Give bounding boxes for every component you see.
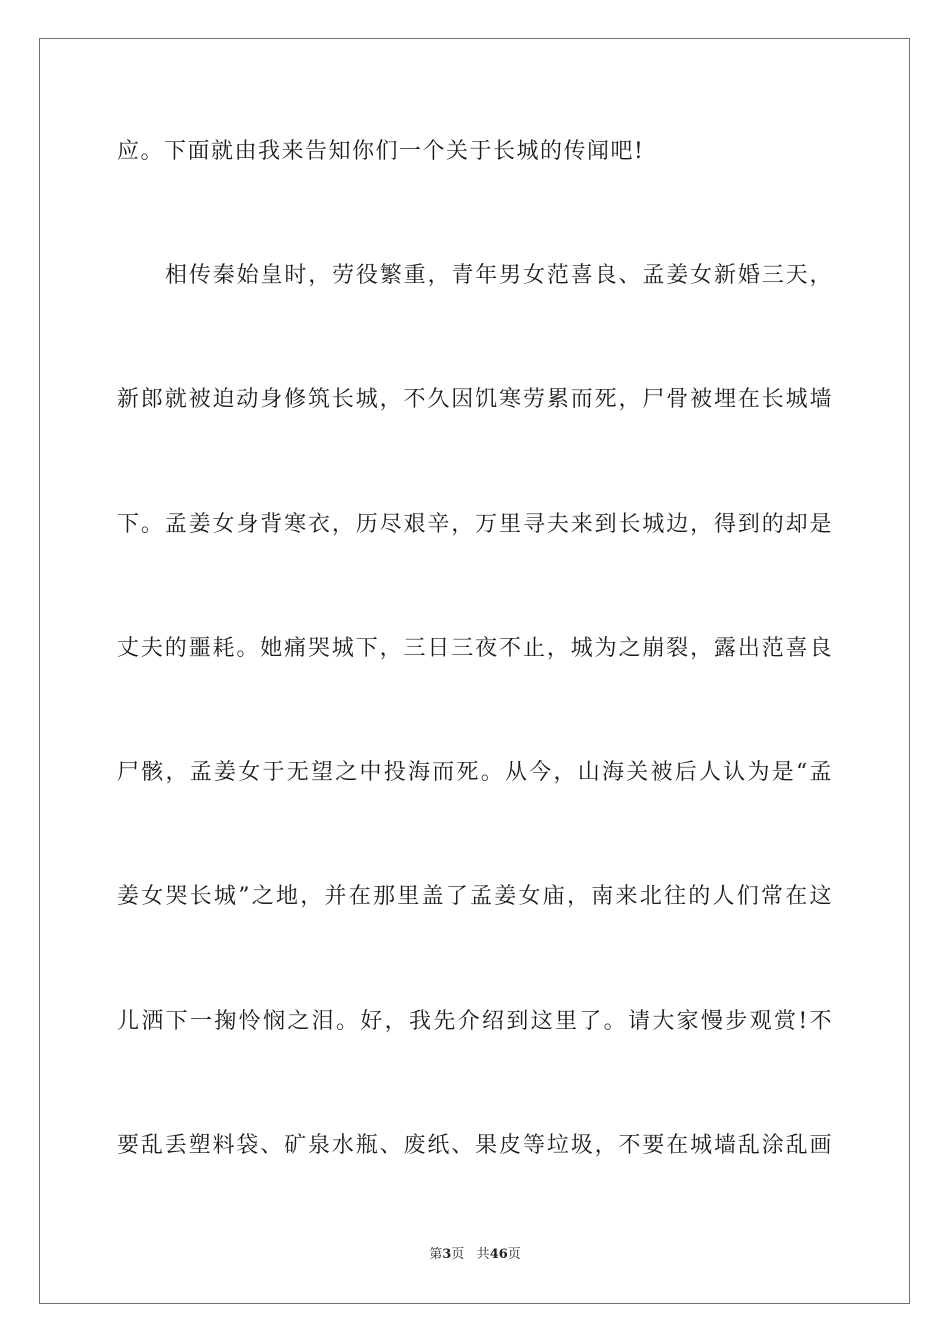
- paragraph-line-4: 下。孟姜女身背寒衣，历尽艰辛，万里寻夫来到长城边，得到的却是: [117, 512, 833, 537]
- footer-page-number: 3: [442, 1247, 452, 1262]
- page-border: [39, 38, 910, 1304]
- footer-total-pages: 46: [489, 1247, 508, 1262]
- footer-page-prefix: 第: [429, 1247, 443, 1262]
- paragraph-line-3: 新郎就被迫动身修筑长城，不久因饥寒劳累而死，尸骨被埋在长城墙: [117, 387, 833, 412]
- paragraph-line-9: 要乱丢塑料袋、矿泉水瓶、废纸、果皮等垃圾，不要在城墙乱涂乱画: [117, 1133, 833, 1158]
- paragraph-line-8: 儿洒下一掬怜悯之泪。好，我先介绍到这里了。请大家慢步观赏!不: [117, 1009, 833, 1034]
- footer-page-suffix: 页: [451, 1247, 465, 1262]
- footer-total-prefix: 共: [476, 1247, 490, 1262]
- paragraph-line-6: 尸骸，孟姜女于无望之中投海而死。从今，山海关被后人认为是“孟: [117, 760, 833, 785]
- footer-total-suffix: 页: [507, 1247, 521, 1262]
- paragraph-line-7: 姜女哭长城”之地，并在那里盖了孟姜女庙，南来北往的人们常在这: [117, 884, 833, 909]
- page-footer: [0, 1246, 950, 1264]
- paragraph-line-1: 应。下面就由我来告知你们一个关于长城的传闻吧!: [117, 139, 645, 164]
- paragraph-line-5: 丈夫的噩耗。她痛哭城下，三日三夜不止，城为之崩裂，露出范喜良: [117, 636, 833, 661]
- paragraph-line-2: 相传秦始皇时，劳役繁重，青年男女范喜良、孟姜女新婚三天，: [165, 263, 833, 288]
